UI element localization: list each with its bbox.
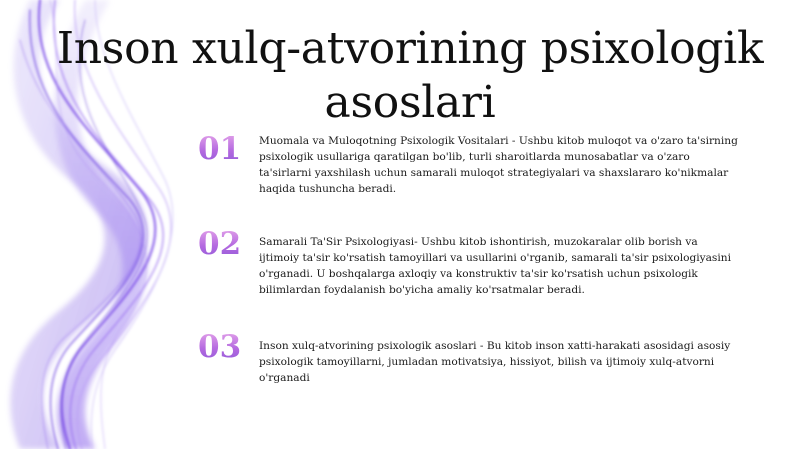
item-number: 01 [198, 131, 242, 167]
item-text: Muomala va Muloqotning Psixologik Vositalari - Ushbu kitob muloqot va o'zaro ta'sirning psixologik usullariga qaratilgan bo'lib, turli sharoitlarda munosabatlar va o'zaro ta'sirlarni yaxshilash uchun samarali muloqot strategiyalari va shaxslararo ko'nikmalar haqida tushuncha beradi. [259, 135, 738, 195]
item-number: 03 [198, 329, 242, 365]
slide-title: Inson xulq-atvorining psixologik asoslari [56, 23, 764, 128]
item-number: 02 [198, 226, 242, 262]
item-text: Inson xulq-atvorining psixologik asoslari - Bu kitob inson xatti-harakati asosidagi asosiy psixologik tamoyillarni, jumladan motivatsiya, hissiyot, bilish va ijtimoiy xulq-atvorni o'rganadi [259, 340, 731, 384]
item-text: Samarali Ta'Sir Psixologiyasi- Ushbu kitob ishontirish, muzokaralar olib borish va ijtimoiy ta'sir ko'rsatish tamoyillari va usullarini o'rganib, samarali ta'sir psixologiyasini o'rganadi. U boshqalarga axloqiy va konstruktiv ta'sir ko'rsatish uchun psixologik bilimlardan foydalanish bo'yicha amaliy ko'rsatmalar beradi. [259, 236, 731, 296]
